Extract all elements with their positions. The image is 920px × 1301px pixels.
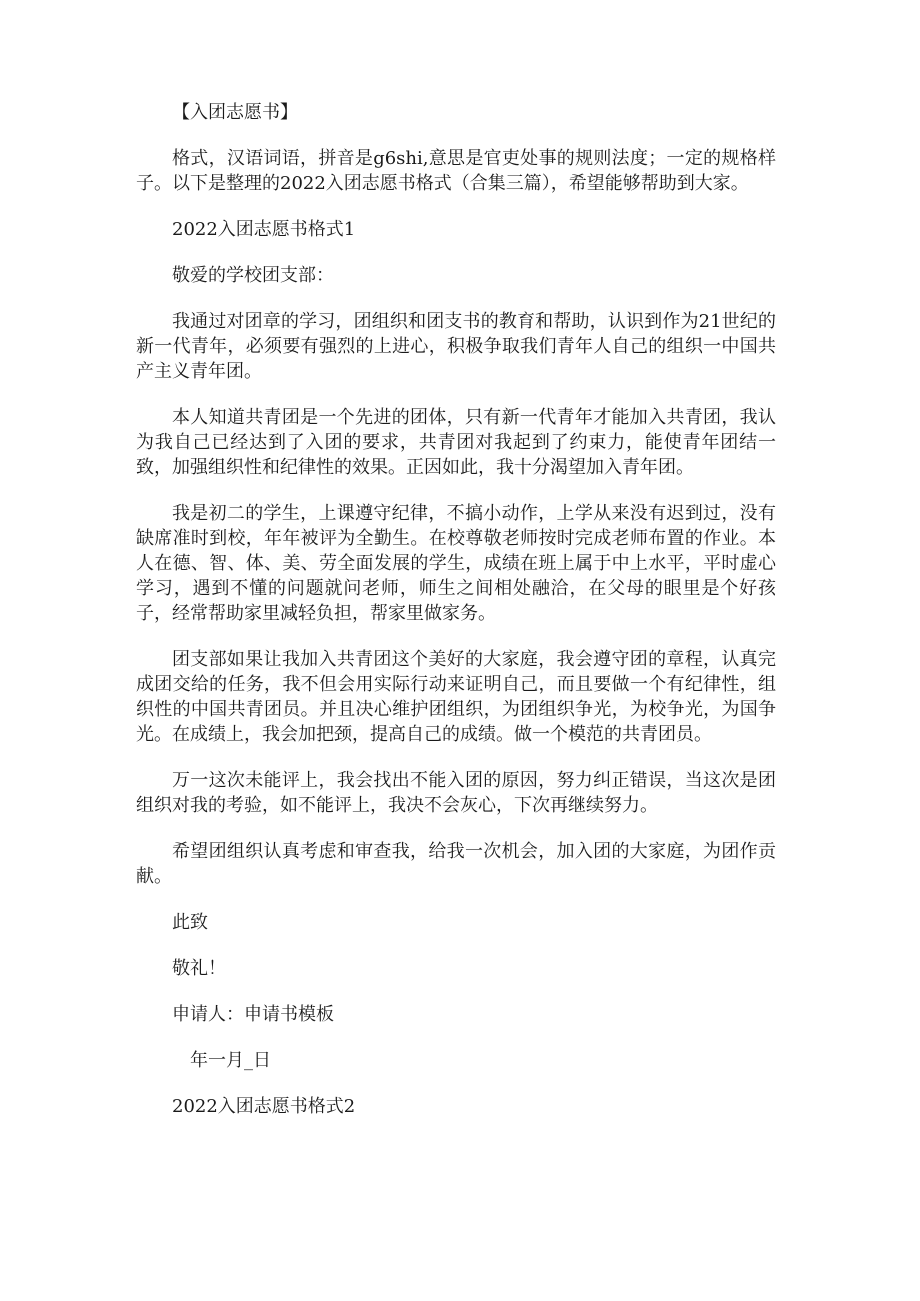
document-header: 【入团志愿书】 [172,102,298,123]
section-1-title: 2022入团志愿书格式1 [172,219,356,240]
body-paragraph-4: 团支部如果让我加入共青团这个美好的大家庭，我会遵守团的章程，认真完成团交给的任务，我不但会用实际行动来证明自己，而且要做一个有纪律性，组织性的中国共青团员。并且决心维护团组织，为团组织争光，为校争光，为国争光。在成绩上，我会加把颈，提高自己的成绩。做一个模范的共青团员。 [136,649,776,745]
salutation: 敬爱的学校团支部： [172,265,334,286]
intro-paragraph: 格式，汉语词语，拼音是g6shi,意思是官吏处事的规则法度；一定的规格样子。以下是整理的2022入团志愿书格式（合集三篇），希望能够帮助到大家。 [136,148,776,194]
body-paragraph-5: 万一这次未能评上，我会找出不能入团的原因，努力纠正错误，当这次是团组织对我的考验，如不能评上，我决不会灰心，下次再继续努力。 [136,770,776,816]
applicant-line: 申请人：申请书模板 [172,1004,334,1025]
body-paragraph-1: 我通过对团章的学习，团组织和团支书的教育和帮助，认识到作为21世纪的新一代青年，必须要有强烈的上进心，积极争取我们青年人自己的组织一中国共产主义青年团。 [136,311,776,382]
section-2-title: 2022入团志愿书格式2 [172,1096,356,1117]
body-paragraph-6: 希望团组织认真考虑和审查我，给我一次机会，加入团的大家庭，为团作贡献。 [136,841,776,887]
body-paragraph-2: 本人知道共青团是一个先进的团体，只有新一代青年才能加入共青团，我认为我自己已经达到了入团的要求，共青团对我起到了约束力，能使青年团结一致，加强组织性和纪律性的效果。正因如此，我十分渴望加入青年团。 [136,407,776,478]
date-line: 年一月_日 [190,1050,271,1071]
closing-line-1: 此致 [172,912,208,933]
document-page [136,100,776,1119]
body-paragraph-3: 我是初二的学生，上课遵守纪律，不搞小动作，上学从来没有迟到过，没有缺席准时到校，年年被评为全勤生。在校尊敬老师按时完成老师布置的作业。本人在德、智、体、美、劳全面发展的学生，成绩在班上属于中上水平，平时虚心学习，遇到不懂的问题就问老师，师生之间相处融洽，在父母的眼里是个好孩子，经常帮助家里减轻负担，帮家里做家务。 [136,503,776,624]
closing-line-2: 敬礼！ [172,958,226,979]
